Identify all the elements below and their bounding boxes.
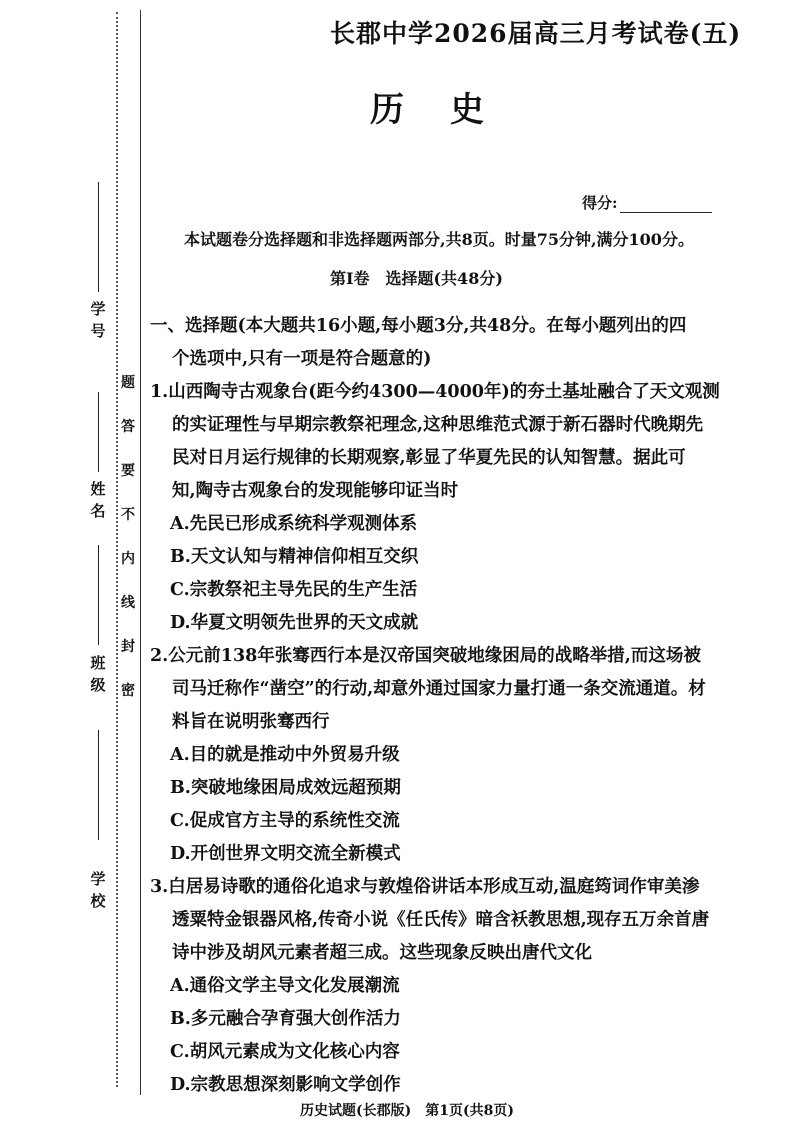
question-3 (150, 871, 775, 1102)
seal-char: 密 (121, 683, 135, 699)
seal-char: 内 (121, 551, 135, 567)
class-line (98, 545, 99, 645)
option-d: D.华夏文明领先世界的天文成就 (170, 613, 419, 633)
question-text: 民对日月运行规律的长期观察,彰显了华夏先民的认知智慧。据此可 (172, 448, 686, 468)
question-content (150, 310, 775, 1102)
part-heading: 一、选择题(本大题共16小题,每小题3分,共48分。在每小题列出的四 (150, 316, 687, 336)
question-text: 的实证理性与早期宗教祭祀理念,这种思维范式源于新石器时代晚期先 (172, 415, 704, 435)
student-name-line (98, 392, 99, 472)
class-label: 班级 (90, 654, 106, 694)
binding-margin (0, 0, 150, 1132)
school-label: 学校 (90, 870, 106, 910)
option-b: B.天文认知与精神信仰相互交织 (170, 547, 419, 567)
score-blank (620, 198, 712, 213)
option-d: D.宗教思想深刻影响文学创作 (170, 1075, 401, 1095)
option-c: C.促成官方主导的系统性交流 (170, 811, 400, 831)
page-footer: 历史试题(长郡版) 第1页(共8页) (300, 1103, 514, 1119)
student-id-label: 学号 (90, 300, 106, 340)
subject-title: 历史 (370, 90, 530, 130)
score-label: 得分: (582, 194, 618, 212)
question-text: 知,陶寺古观象台的发现能够印证当时 (172, 481, 459, 501)
question-text: 1.山西陶寺古观象台(距今约4300—4000年)的夯土基址融合了天文观测 (150, 382, 720, 402)
question-text: 2.公元前138年张骞西行本是汉帝国突破地缘困局的战略举措,而这场被 (150, 646, 701, 666)
option-d: D.开创世界文明交流全新模式 (170, 844, 401, 864)
question-text: 透粟特金银器风格,传奇小说《任氏传》暗含袄教思想,现存五万余首唐 (172, 910, 710, 930)
question-2 (150, 640, 775, 871)
seal-char: 要 (121, 463, 135, 479)
student-name-label: 姓名 (90, 480, 106, 520)
part-heading-cont: 个选项中,只有一项是符合题意的) (172, 349, 432, 369)
question-text: 料旨在说明张骞西行 (172, 712, 330, 732)
seal-char: 不 (121, 507, 135, 523)
option-b: B.多元融合孕育强大创作活力 (170, 1009, 401, 1029)
question-text: 诗中涉及胡风元素者超三成。这些现象反映出唐代文化 (172, 943, 592, 963)
seal-char: 线 (121, 595, 135, 611)
option-c: C.胡风元素成为文化核心内容 (170, 1042, 400, 1062)
exam-title: 长郡中学2026届高三月考试卷(五) (330, 19, 742, 48)
seal-char: 封 (121, 639, 135, 655)
seal-char: 题 (121, 375, 135, 391)
section-title: 第Ⅰ卷 选择题(共48分) (330, 269, 503, 288)
question-text: 司马迁称作“凿空”的行动,却意外通过国家力量打通一条交流通道。材 (172, 679, 706, 699)
student-id-line (98, 182, 99, 292)
score-field (582, 192, 712, 213)
question-text: 3.白居易诗歌的通俗化追求与敦煌俗讲话本形成互动,温庭筠词作审美渗 (150, 877, 700, 897)
option-a: A.通俗文学主导文化发展潮流 (170, 976, 400, 996)
seal-char: 答 (121, 419, 135, 435)
exam-intro: 本试题卷分选择题和非选择题两部分,共8页。时量75分钟,满分100分。 (184, 230, 694, 249)
margin-solid-line (140, 10, 141, 1095)
option-b: B.突破地缘困局成效远超预期 (170, 778, 401, 798)
school-line (98, 730, 99, 840)
question-1 (150, 376, 775, 640)
option-c: C.宗教祭祀主导先民的生产生活 (170, 580, 418, 600)
option-a: A.先民已形成系统科学观测体系 (170, 514, 418, 534)
option-a: A.目的就是推动中外贸易升级 (170, 745, 400, 765)
